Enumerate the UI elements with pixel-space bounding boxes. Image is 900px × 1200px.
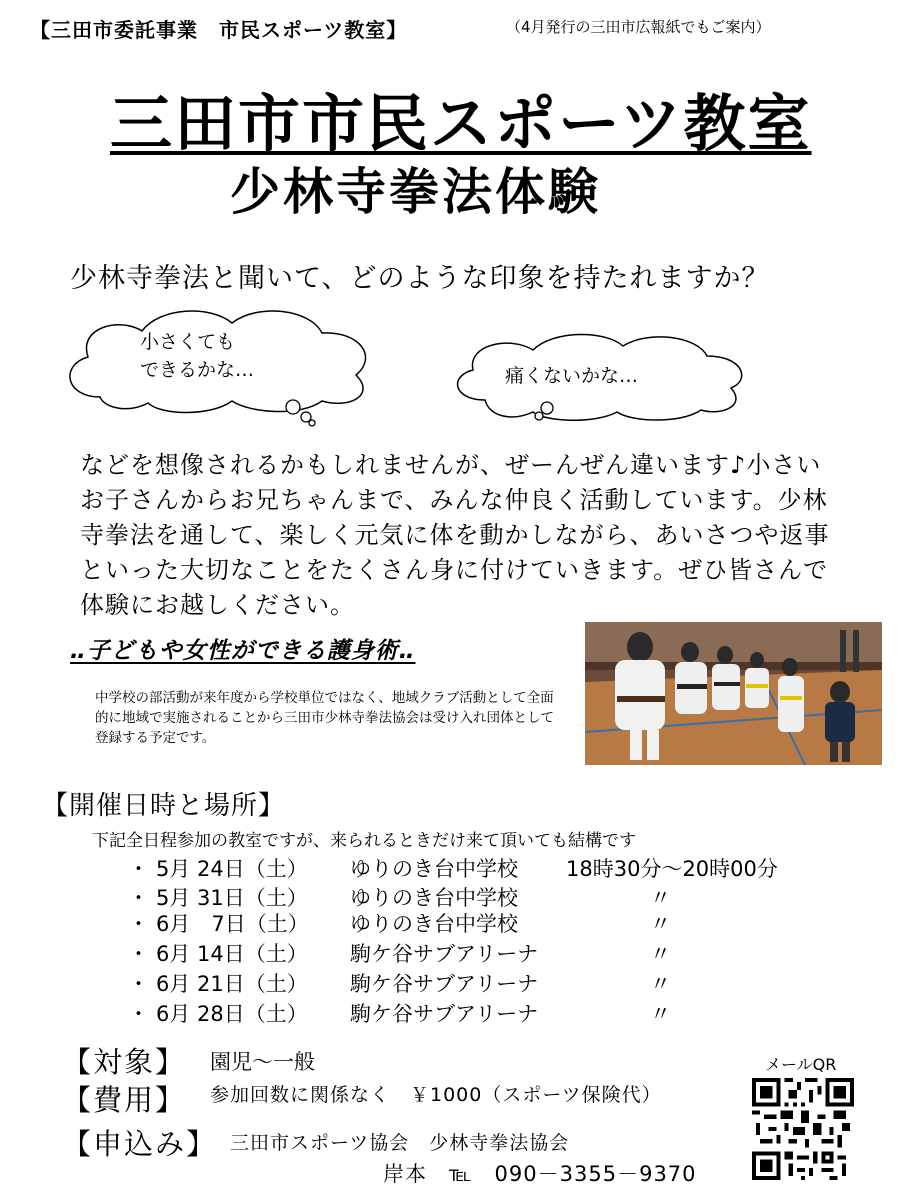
apply-label: 【申込み】: [62, 1127, 218, 1161]
schedule-note: 下記全日程参加の教室ですが、来られるときだけ来て頂いても結構です: [92, 831, 636, 851]
main-title: 三田市市民スポーツ教室: [110, 87, 812, 160]
body-text: などを想像されるかもしれませんが、ぜーんぜん違います♪小さいお子さんからお兄ちゃんまで、みんな仲良く活動しています。少林寺拳法を通して、楽しく元気に体を動かしながら、あいさつや返事といった大切なことをたくさん身に付けていきます。ぜひ皆さんで体験にお越しください。: [80, 451, 830, 619]
dojo-photo: [585, 622, 882, 765]
schedule-bullet: ・: [128, 886, 149, 910]
schedule-heading: 【開催日時と場所】: [42, 791, 286, 821]
apply-contact: 岸本 ℡ 090－3355－9370: [383, 1162, 697, 1186]
cloud-1-line1: 小さくても: [140, 331, 236, 353]
schedule-place: 駒ケ谷サブアリーナ: [350, 972, 539, 996]
question-text: 少林寺拳法と聞いて、どのような印象を持たれますか？: [70, 263, 770, 294]
cloud-2-line1: 痛くないかな…: [505, 365, 639, 387]
club-note: 中学校の部活動が来年度から学校単位ではなく、地域クラブ活動として全面的に地域で実施されることから三田市少林寺拳法協会は受け入れ団体として登録する予定です。: [95, 690, 554, 746]
schedule-date: 6月 28日（土）: [156, 1002, 308, 1026]
fee-value: 参加回数に関係なく ￥1000（スポーツ保険代）: [210, 1084, 662, 1106]
schedule-place: 駒ケ谷サブアリーナ: [350, 942, 539, 966]
schedule-time: 18時30分～20時00分: [566, 857, 778, 881]
schedule-bullet: ・: [128, 1002, 149, 1026]
schedule-time: 〃: [650, 972, 671, 996]
qr-label: メールQR: [765, 1055, 837, 1074]
schedule-bullet: ・: [128, 942, 149, 966]
mail-qr-code[interactable]: [752, 1078, 854, 1180]
header-tag: 【三田市委託事業 市民スポーツ教室】: [30, 18, 408, 42]
schedule-date: 5月 24日（土）: [156, 857, 308, 881]
schedule-date: 6月 21日（土）: [156, 972, 308, 996]
header-note: （4月発行の三田市広報紙でもご案内）: [506, 18, 771, 36]
fee-label: 【費用】: [62, 1083, 187, 1117]
target-value: 園児～一般: [210, 1050, 315, 1074]
sub-title: 少林寺拳法体験: [230, 163, 601, 221]
schedule-date: 5月 31日（土）: [156, 886, 308, 910]
schedule-place: 駒ケ谷サブアリーナ: [350, 1002, 539, 1026]
schedule-bullet: ・: [128, 972, 149, 996]
cloud-1-line2: できるかな…: [140, 359, 255, 381]
target-label: 【対象】: [62, 1045, 187, 1079]
schedule-place: ゆりのき台中学校: [350, 912, 518, 936]
schedule-date: 6月 14日（土）: [156, 942, 308, 966]
schedule-place: ゆりのき台中学校: [350, 857, 518, 881]
schedule-time: 〃: [650, 1002, 671, 1026]
self-defense-subtitle: ‥子どもや女性ができる護身術‥: [70, 638, 416, 664]
schedule-time: 〃: [650, 912, 671, 936]
schedule-bullet: ・: [128, 912, 149, 936]
apply-organization: 三田市スポーツ協会 少林寺拳法協会: [230, 1132, 570, 1154]
schedule-time: 〃: [650, 942, 671, 966]
schedule-date: 6月 7日（土）: [156, 912, 309, 936]
schedule-time: 〃: [650, 886, 671, 910]
schedule-place: ゆりのき台中学校: [350, 886, 518, 910]
schedule-bullet: ・: [128, 857, 149, 881]
